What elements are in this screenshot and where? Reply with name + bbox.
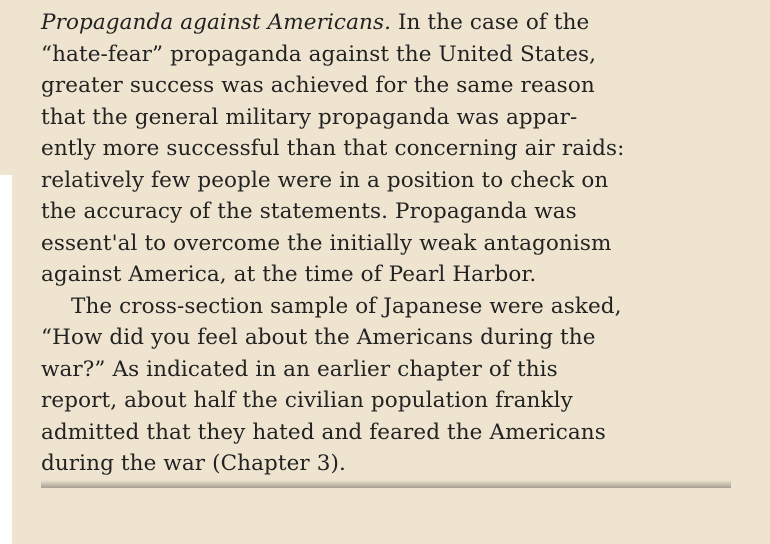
- paragraph-2-line-1: The cross-section sample of Japanese were asked,: [71, 293, 622, 319]
- section-heading: Propaganda against Americans.: [41, 10, 392, 35]
- cut-off-next-line: [41, 480, 731, 488]
- paragraph-1-line-2: “hate-fear” propaganda against the United States,: [41, 41, 597, 67]
- paragraph-2-line-6: during the war (Chapter 3).: [41, 451, 346, 476]
- paragraph-2-line-3: war?” As indicated in an earlier chapter of this: [41, 356, 558, 382]
- paragraph-1-line-8: essent'al to overcome the initially weak antagonism: [41, 230, 612, 256]
- document-text: [41, 7, 731, 480]
- paragraph-1-line-6: relatively few people were in a position to check on: [41, 167, 609, 193]
- paragraph-1-line-5: ently more successful than that concerning air raids:: [41, 136, 625, 161]
- paragraph-1-line-9: against America, at the time of Pearl Harbor.: [41, 262, 537, 287]
- paragraph-2-line-4: report, about half the civilian population frankly: [41, 388, 573, 413]
- paragraph-1-line-7: the accuracy of the statements. Propaganda was: [41, 199, 577, 224]
- paragraph-1-line-4: that the general military propaganda was appar-: [41, 104, 578, 130]
- paragraph-1-line-1-text: In the case of the: [391, 10, 590, 35]
- paragraph-1-line-3: greater success was achieved for the same reason: [41, 73, 595, 98]
- paragraph-2-line-5: admitted that they hated and feared the Americans: [41, 419, 606, 445]
- paragraph-1-line-1: [41, 7, 731, 39]
- paragraph-2-line-2: “How did you feel about the Americans during the: [41, 325, 596, 350]
